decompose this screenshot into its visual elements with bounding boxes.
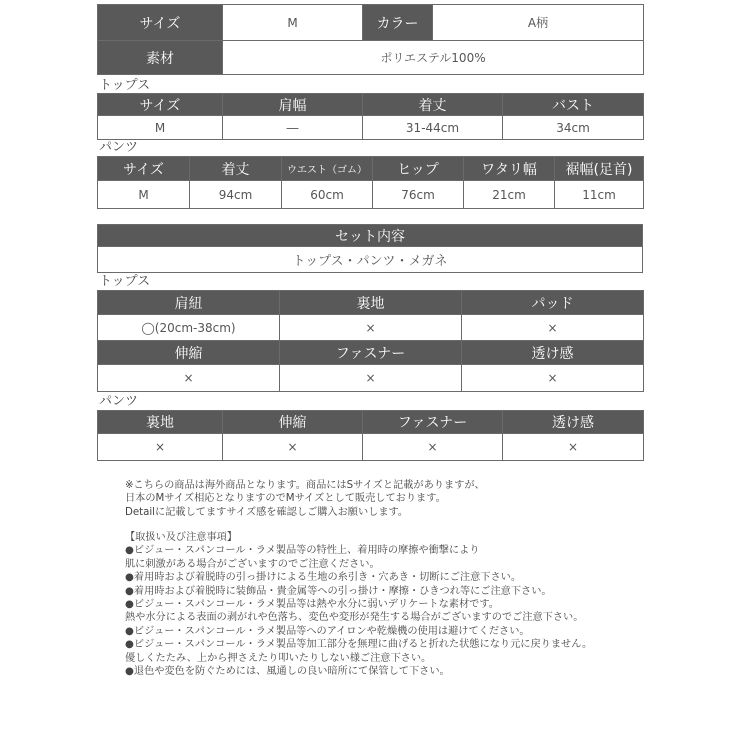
summary-table [97,4,644,75]
pants-hip-value: 76cm [373,181,464,209]
note-line: ※こちらの商品は海外商品となります。商品にはSサイズと記載がありますが、 [125,480,485,491]
care-line: ●着用時および着脱時の引っ掛けによる生地の糸引き・穴あき・切断にご注意下さい。 [125,572,522,584]
pants-size-table [97,156,644,209]
pants-hem-value: 11cm [555,181,644,209]
tops-detail-section-label: トップス [99,274,151,289]
pants-lining-value: × [98,434,223,461]
tops-sheer-header: 透け感 [462,341,644,365]
pants-lining-header: 裏地 [98,411,223,434]
care-line: ●ビジュー・スパンコール・ラメ製品等は熱や水分に弱いデリケートな素材です。 [125,599,499,611]
pants-hip-header: ヒップ [373,157,464,181]
care-line: ●ビジュー・スパンコール・ラメ製品等へのアイロンや乾燥機の使用は避けてください。 [125,625,530,637]
material-label: 素材 [98,41,223,75]
pants-zipper-value: × [363,434,503,461]
color-value: A柄 [433,5,644,41]
tops-lining-value: × [280,315,462,341]
pants-thigh-header: ワタリ幅 [464,157,555,181]
care-line: ●着用時および着脱時に装飾品・貴金属等への引っ掛け・摩擦・ひきつれ等にご注意下さい。 [125,585,552,597]
color-label: カラー [363,5,433,41]
care-instructions [125,531,645,678]
tops-shoulder-header: 肩幅 [223,94,363,116]
care-line: 優しくたたみ、上から押さえたり叩いたりしない様ご注意下さい。 [125,652,432,664]
pants-size-section-label: パンツ [99,140,139,155]
pants-hem-header: 裾幅(足首) [555,157,644,181]
tops-length-header: 着丈 [363,94,503,116]
tops-shoulder-value: ― [223,116,363,140]
pants-size-value: M [98,181,190,209]
pants-length-header: 着丈 [190,157,282,181]
pants-zipper-header: ファスナー [363,411,503,434]
tops-stretch-header: 伸縮 [98,341,280,365]
tops-zipper-header: ファスナー [280,341,462,365]
pants-thigh-value: 21cm [464,181,555,209]
care-line: 熱や水分による表面の剥がれや色落ち、変色や変形が発生する場合がございますのでご注意下さい。 [125,612,584,624]
tops-length-value: 31-44cm [363,116,503,140]
material-value: ポリエステル100% [223,41,644,75]
care-title: 【取扱い及び注意事項】 [125,532,238,543]
note-line: 日本のMサイズ相応となりますのでMサイズとして販売しております。 [125,493,446,505]
tops-pad-value: × [462,315,644,341]
note-line: Detailに記載してますサイズ感を確認しご購入お願いします。 [125,506,409,518]
pants-sheer-header: 透け感 [503,411,644,434]
care-line: ●ビジュー・スパンコール・ラメ製品等加工部分を無理に曲げると折れた状態になり元に戻りません。 [125,639,593,651]
tops-stretch-value: × [98,365,280,392]
tops-strap-value: ◯(20cm-38cm) [98,315,280,341]
size-label: サイズ [98,5,223,41]
pants-detail-table [97,410,644,461]
tops-size-table [97,93,644,140]
pants-waist-value: 60cm [282,181,373,209]
set-value: トップス・パンツ・メガネ [98,247,643,273]
care-line: ●退色や変色を防ぐためには、風通しの良い暗所にて保管して下さい。 [125,666,450,678]
tops-detail-table [97,290,644,392]
tops-size-value: M [98,116,223,140]
tops-zipper-value: × [280,365,462,392]
care-line: ●ビジュー・スパンコール・ラメ製品等の特性上、着用時の摩擦や衝撃により [125,545,480,557]
pants-sheer-value: × [503,434,644,461]
pants-size-header: サイズ [98,157,190,181]
tops-size-header: サイズ [98,94,223,116]
pants-detail-section-label: パンツ [99,394,139,409]
tops-size-section-label: トップス [99,78,151,93]
set-header: セット内容 [98,225,643,247]
tops-pad-header: パッド [462,291,644,315]
care-line: 肌に刺激がある場合がございますのでご注意ください。 [125,558,380,570]
size-notes [125,479,645,519]
tops-lining-header: 裏地 [280,291,462,315]
tops-bust-header: バスト [503,94,644,116]
tops-bust-value: 34cm [503,116,644,140]
pants-stretch-header: 伸縮 [223,411,363,434]
pants-stretch-value: × [223,434,363,461]
tops-sheer-value: × [462,365,644,392]
pants-length-value: 94cm [190,181,282,209]
set-table [97,224,643,273]
size-value: M [223,5,363,41]
pants-waist-header: ウエスト（ゴム） [282,157,373,181]
tops-strap-header: 肩紐 [98,291,280,315]
